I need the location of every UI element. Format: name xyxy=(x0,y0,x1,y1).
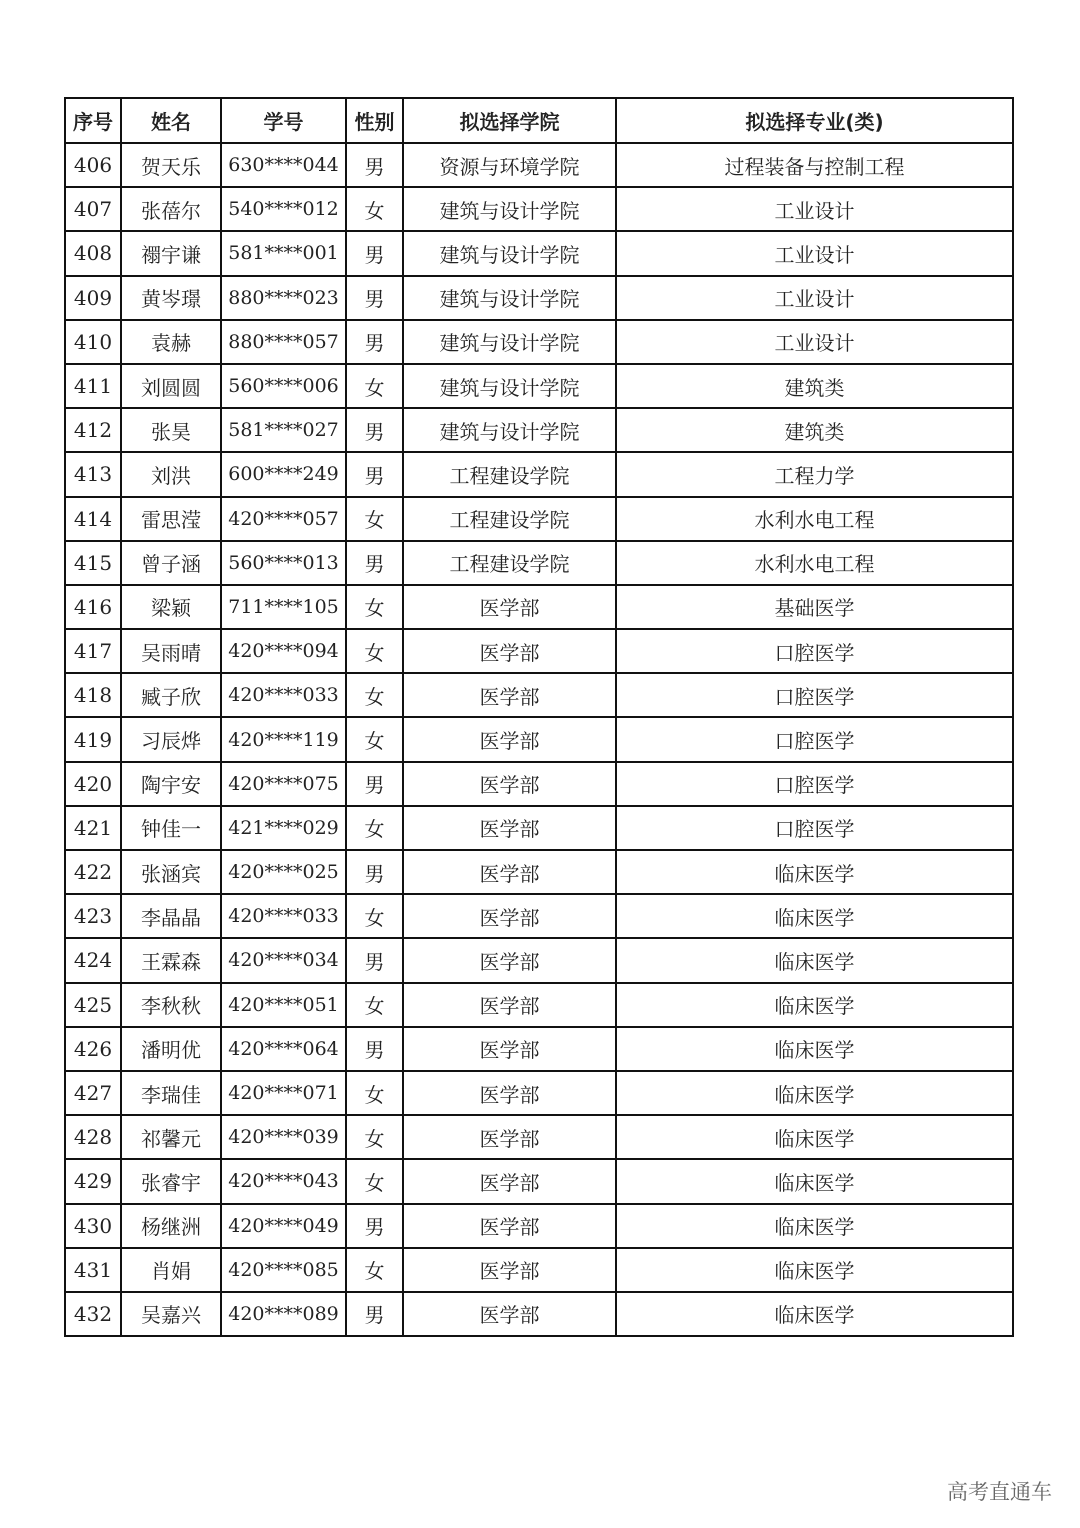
cell-gender: 女 xyxy=(346,187,403,231)
cell-student-id: 420****085 xyxy=(221,1248,346,1292)
cell-major: 口腔医学 xyxy=(616,629,1013,673)
cell-name: 李瑞佳 xyxy=(121,1071,221,1115)
cell-gender: 男 xyxy=(346,938,403,982)
cell-name: 张睿宇 xyxy=(121,1159,221,1203)
cell-index: 425 xyxy=(65,983,121,1027)
cell-gender: 女 xyxy=(346,497,403,541)
table-row xyxy=(65,231,1013,275)
header-gender: 性别 xyxy=(346,98,403,143)
cell-major: 临床医学 xyxy=(616,1159,1013,1203)
cell-gender: 男 xyxy=(346,320,403,364)
cell-college: 医学部 xyxy=(403,938,616,982)
cell-student-id: 420****057 xyxy=(221,497,346,541)
cell-college: 医学部 xyxy=(403,850,616,894)
cell-major: 临床医学 xyxy=(616,938,1013,982)
table-row xyxy=(65,408,1013,452)
table-row xyxy=(65,1292,1013,1336)
cell-index: 428 xyxy=(65,1115,121,1159)
cell-name: 刘圆圆 xyxy=(121,364,221,408)
header-college: 拟选择学院 xyxy=(403,98,616,143)
cell-name: 李晶晶 xyxy=(121,894,221,938)
cell-index: 416 xyxy=(65,585,121,629)
cell-college: 医学部 xyxy=(403,629,616,673)
table-row xyxy=(65,276,1013,320)
cell-college: 医学部 xyxy=(403,717,616,761)
table-row xyxy=(65,1027,1013,1071)
cell-index: 432 xyxy=(65,1292,121,1336)
cell-major: 工业设计 xyxy=(616,231,1013,275)
cell-name: 王霖森 xyxy=(121,938,221,982)
cell-gender: 女 xyxy=(346,1115,403,1159)
cell-index: 412 xyxy=(65,408,121,452)
cell-major: 临床医学 xyxy=(616,1027,1013,1071)
cell-college: 医学部 xyxy=(403,1292,616,1336)
cell-index: 424 xyxy=(65,938,121,982)
cell-name: 张涵宾 xyxy=(121,850,221,894)
cell-gender: 女 xyxy=(346,806,403,850)
cell-college: 工程建设学院 xyxy=(403,497,616,541)
header-major: 拟选择专业(类) xyxy=(616,98,1013,143)
cell-college: 医学部 xyxy=(403,1027,616,1071)
cell-gender: 男 xyxy=(346,541,403,585)
cell-student-id: 630****044 xyxy=(221,143,346,187)
cell-student-id: 600****249 xyxy=(221,452,346,496)
table-body xyxy=(65,143,1013,1336)
table-row xyxy=(65,1248,1013,1292)
cell-index: 407 xyxy=(65,187,121,231)
cell-college: 资源与环境学院 xyxy=(403,143,616,187)
header-student-id: 学号 xyxy=(221,98,346,143)
cell-college: 医学部 xyxy=(403,1204,616,1248)
cell-student-id: 420****075 xyxy=(221,762,346,806)
cell-student-id: 420****043 xyxy=(221,1159,346,1203)
cell-gender: 女 xyxy=(346,1159,403,1203)
cell-gender: 女 xyxy=(346,585,403,629)
cell-name: 吴雨晴 xyxy=(121,629,221,673)
cell-major: 临床医学 xyxy=(616,850,1013,894)
table-row xyxy=(65,983,1013,1027)
cell-index: 414 xyxy=(65,497,121,541)
cell-gender: 男 xyxy=(346,762,403,806)
cell-college: 医学部 xyxy=(403,585,616,629)
cell-college: 医学部 xyxy=(403,1115,616,1159)
cell-student-id: 420****039 xyxy=(221,1115,346,1159)
cell-index: 411 xyxy=(65,364,121,408)
cell-gender: 女 xyxy=(346,673,403,717)
cell-student-id: 711****105 xyxy=(221,585,346,629)
cell-index: 417 xyxy=(65,629,121,673)
cell-name: 黄岑璟 xyxy=(121,276,221,320)
table-header-row xyxy=(65,98,1013,143)
cell-index: 409 xyxy=(65,276,121,320)
cell-college: 医学部 xyxy=(403,1159,616,1203)
cell-gender: 男 xyxy=(346,408,403,452)
table-row xyxy=(65,806,1013,850)
cell-gender: 男 xyxy=(346,850,403,894)
cell-name: 钟佳一 xyxy=(121,806,221,850)
cell-name: 陶宇安 xyxy=(121,762,221,806)
cell-gender: 女 xyxy=(346,1071,403,1115)
cell-major: 基础医学 xyxy=(616,585,1013,629)
cell-student-id: 420****034 xyxy=(221,938,346,982)
table-row xyxy=(65,187,1013,231)
table-row xyxy=(65,762,1013,806)
cell-gender: 女 xyxy=(346,629,403,673)
cell-college: 医学部 xyxy=(403,1248,616,1292)
cell-gender: 女 xyxy=(346,717,403,761)
table-row xyxy=(65,1071,1013,1115)
cell-college: 建筑与设计学院 xyxy=(403,187,616,231)
cell-index: 422 xyxy=(65,850,121,894)
cell-student-id: 420****094 xyxy=(221,629,346,673)
table-row xyxy=(65,320,1013,364)
header-name: 姓名 xyxy=(121,98,221,143)
cell-name: 贺天乐 xyxy=(121,143,221,187)
cell-gender: 女 xyxy=(346,894,403,938)
cell-major: 水利水电工程 xyxy=(616,541,1013,585)
cell-gender: 男 xyxy=(346,276,403,320)
cell-name: 臧子欣 xyxy=(121,673,221,717)
watermark: 高考直通车 xyxy=(947,1480,1052,1504)
cell-major: 工业设计 xyxy=(616,276,1013,320)
cell-major: 过程装备与控制工程 xyxy=(616,143,1013,187)
cell-index: 418 xyxy=(65,673,121,717)
cell-major: 口腔医学 xyxy=(616,762,1013,806)
table-row xyxy=(65,585,1013,629)
cell-index: 420 xyxy=(65,762,121,806)
cell-name: 梁颖 xyxy=(121,585,221,629)
cell-major: 工业设计 xyxy=(616,320,1013,364)
cell-college: 建筑与设计学院 xyxy=(403,231,616,275)
cell-index: 427 xyxy=(65,1071,121,1115)
cell-college: 医学部 xyxy=(403,894,616,938)
cell-name: 袁赫 xyxy=(121,320,221,364)
cell-gender: 男 xyxy=(346,452,403,496)
cell-student-id: 420****025 xyxy=(221,850,346,894)
cell-major: 口腔医学 xyxy=(616,673,1013,717)
cell-name: 肖娟 xyxy=(121,1248,221,1292)
cell-major: 临床医学 xyxy=(616,1248,1013,1292)
table-row xyxy=(65,497,1013,541)
cell-name: 杨继洲 xyxy=(121,1204,221,1248)
cell-student-id: 581****001 xyxy=(221,231,346,275)
table-row xyxy=(65,1115,1013,1159)
cell-major: 建筑类 xyxy=(616,364,1013,408)
cell-gender: 男 xyxy=(346,231,403,275)
cell-major: 口腔医学 xyxy=(616,717,1013,761)
cell-major: 工业设计 xyxy=(616,187,1013,231)
cell-index: 426 xyxy=(65,1027,121,1071)
cell-index: 406 xyxy=(65,143,121,187)
cell-student-id: 880****057 xyxy=(221,320,346,364)
cell-gender: 男 xyxy=(346,1292,403,1336)
table-row xyxy=(65,717,1013,761)
cell-name: 李秋秋 xyxy=(121,983,221,1027)
cell-name: 张昊 xyxy=(121,408,221,452)
table-row xyxy=(65,1204,1013,1248)
cell-major: 临床医学 xyxy=(616,1292,1013,1336)
table-row xyxy=(65,629,1013,673)
cell-gender: 女 xyxy=(346,1248,403,1292)
cell-gender: 男 xyxy=(346,1204,403,1248)
table-row xyxy=(65,143,1013,187)
cell-major: 工程力学 xyxy=(616,452,1013,496)
cell-major: 临床医学 xyxy=(616,1071,1013,1115)
cell-college: 医学部 xyxy=(403,806,616,850)
cell-name: 习辰烨 xyxy=(121,717,221,761)
cell-college: 工程建设学院 xyxy=(403,452,616,496)
cell-gender: 女 xyxy=(346,983,403,1027)
table-row xyxy=(65,673,1013,717)
table-row xyxy=(65,364,1013,408)
table-row xyxy=(65,850,1013,894)
cell-gender: 女 xyxy=(346,364,403,408)
cell-college: 医学部 xyxy=(403,1071,616,1115)
cell-gender: 男 xyxy=(346,1027,403,1071)
cell-student-id: 421****029 xyxy=(221,806,346,850)
student-table xyxy=(64,97,1014,1337)
cell-major: 临床医学 xyxy=(616,1204,1013,1248)
cell-major: 临床医学 xyxy=(616,894,1013,938)
cell-name: 祁馨元 xyxy=(121,1115,221,1159)
cell-index: 419 xyxy=(65,717,121,761)
table-row xyxy=(65,452,1013,496)
cell-college: 医学部 xyxy=(403,762,616,806)
header-index: 序号 xyxy=(65,98,121,143)
cell-major: 水利水电工程 xyxy=(616,497,1013,541)
table-row xyxy=(65,894,1013,938)
cell-name: 曾子涵 xyxy=(121,541,221,585)
cell-index: 415 xyxy=(65,541,121,585)
table-row xyxy=(65,541,1013,585)
cell-name: 刘洪 xyxy=(121,452,221,496)
cell-index: 429 xyxy=(65,1159,121,1203)
cell-index: 430 xyxy=(65,1204,121,1248)
cell-index: 413 xyxy=(65,452,121,496)
cell-name: 张蓓尔 xyxy=(121,187,221,231)
table-row xyxy=(65,1159,1013,1203)
cell-student-id: 420****064 xyxy=(221,1027,346,1071)
table-row xyxy=(65,938,1013,982)
cell-student-id: 420****051 xyxy=(221,983,346,1027)
cell-index: 431 xyxy=(65,1248,121,1292)
cell-name: 禤宇谦 xyxy=(121,231,221,275)
cell-index: 421 xyxy=(65,806,121,850)
cell-college: 建筑与设计学院 xyxy=(403,276,616,320)
cell-college: 建筑与设计学院 xyxy=(403,364,616,408)
cell-major: 临床医学 xyxy=(616,1115,1013,1159)
cell-index: 410 xyxy=(65,320,121,364)
cell-college: 建筑与设计学院 xyxy=(403,408,616,452)
cell-student-id: 581****027 xyxy=(221,408,346,452)
cell-major: 建筑类 xyxy=(616,408,1013,452)
cell-college: 医学部 xyxy=(403,983,616,1027)
cell-student-id: 420****119 xyxy=(221,717,346,761)
cell-student-id: 420****089 xyxy=(221,1292,346,1336)
cell-college: 工程建设学院 xyxy=(403,541,616,585)
cell-college: 建筑与设计学院 xyxy=(403,320,616,364)
cell-gender: 男 xyxy=(346,143,403,187)
cell-major: 临床医学 xyxy=(616,983,1013,1027)
cell-name: 潘明优 xyxy=(121,1027,221,1071)
cell-student-id: 540****012 xyxy=(221,187,346,231)
cell-college: 医学部 xyxy=(403,673,616,717)
cell-student-id: 420****071 xyxy=(221,1071,346,1115)
cell-index: 423 xyxy=(65,894,121,938)
cell-student-id: 420****033 xyxy=(221,673,346,717)
cell-major: 口腔医学 xyxy=(616,806,1013,850)
cell-student-id: 420****033 xyxy=(221,894,346,938)
cell-name: 雷思滢 xyxy=(121,497,221,541)
cell-student-id: 560****006 xyxy=(221,364,346,408)
cell-student-id: 420****049 xyxy=(221,1204,346,1248)
cell-student-id: 560****013 xyxy=(221,541,346,585)
cell-name: 吴嘉兴 xyxy=(121,1292,221,1336)
cell-index: 408 xyxy=(65,231,121,275)
cell-student-id: 880****023 xyxy=(221,276,346,320)
